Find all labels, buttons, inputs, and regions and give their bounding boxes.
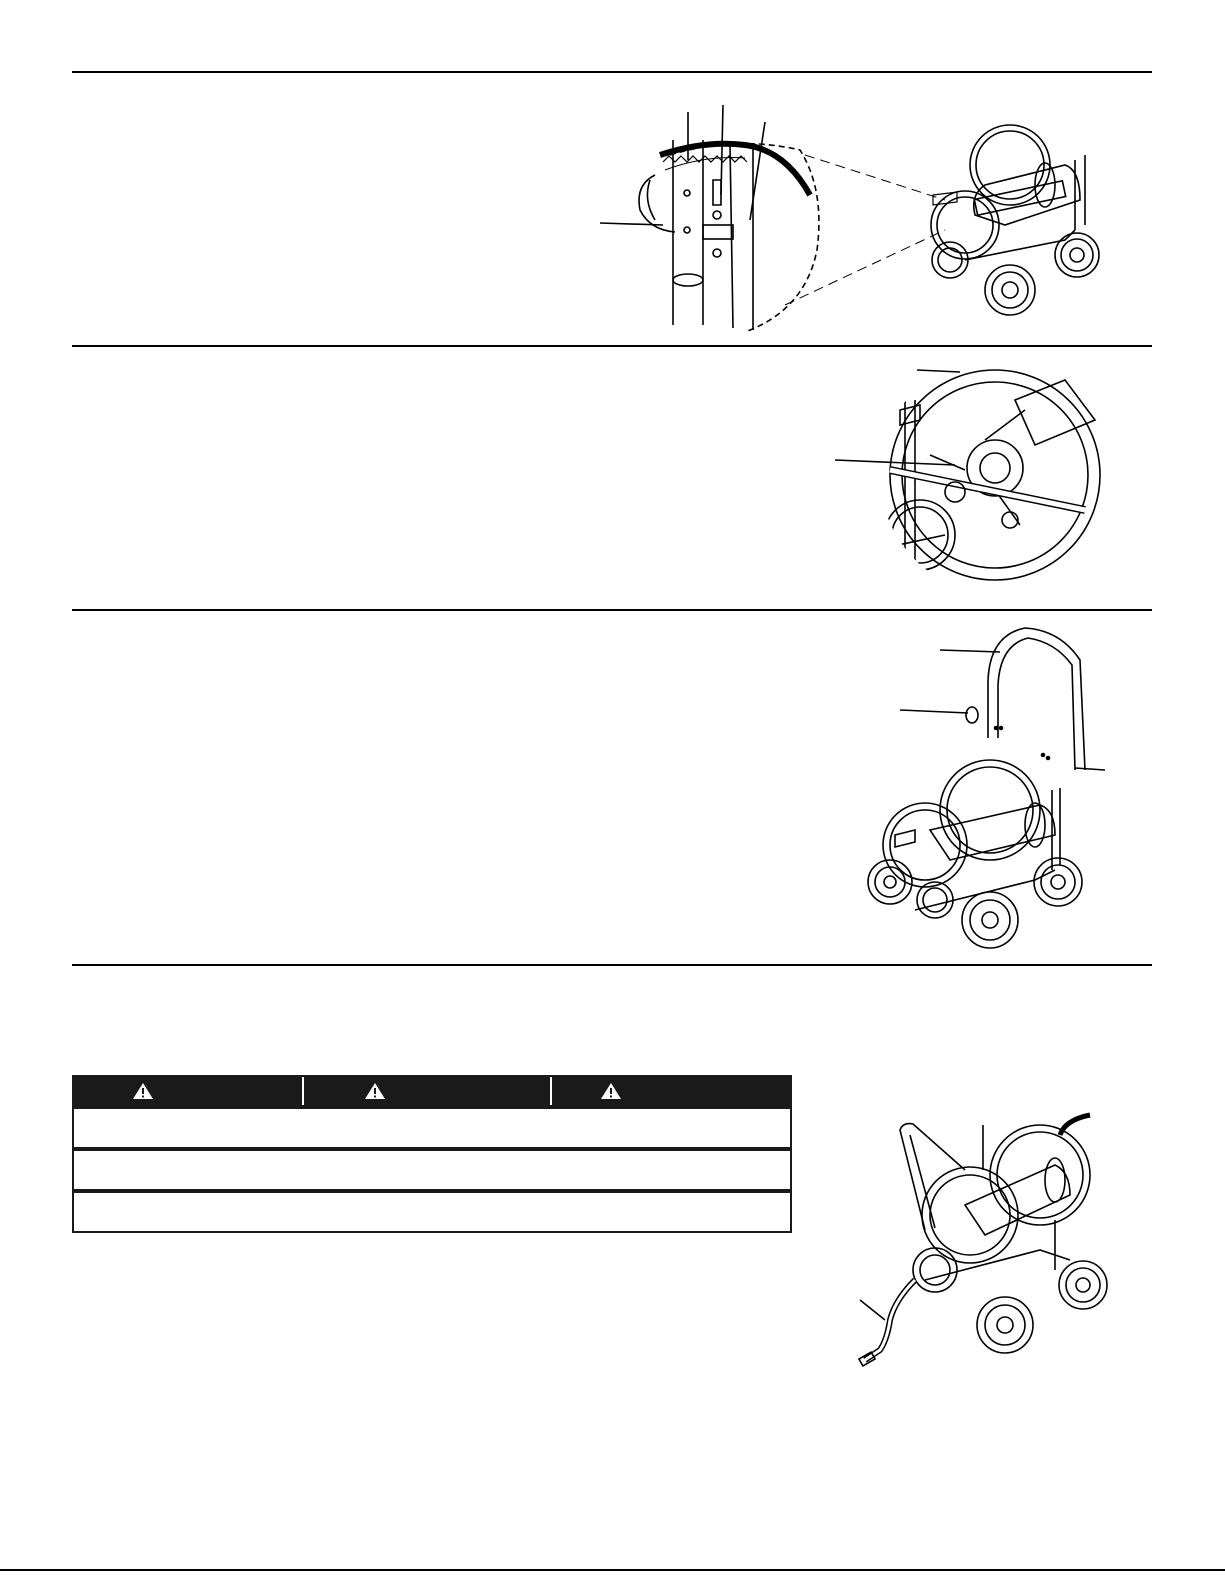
section-rule-3 bbox=[72, 609, 1152, 611]
wheel-detail-figure bbox=[595, 100, 1135, 340]
warning-table bbox=[72, 1075, 792, 1233]
warning-header-cell-3 bbox=[550, 1077, 790, 1105]
warning-triangle-icon bbox=[132, 1082, 154, 1100]
section-rule-top bbox=[72, 71, 1152, 73]
warning-triangle-icon bbox=[364, 1082, 386, 1100]
hose-cart-figure bbox=[855, 1110, 1115, 1380]
warning-row-2 bbox=[74, 1147, 790, 1189]
page-bottom-rule bbox=[0, 1569, 1225, 1571]
section-rule-4 bbox=[72, 964, 1152, 966]
crank-detail-figure bbox=[835, 360, 1115, 595]
handle-install-figure bbox=[860, 620, 1120, 955]
warning-row-1 bbox=[74, 1105, 790, 1147]
warning-triangle-icon bbox=[600, 1082, 622, 1100]
warning-header-cell-2 bbox=[302, 1077, 550, 1105]
warning-header bbox=[74, 1077, 790, 1105]
warning-header-cell-1 bbox=[74, 1077, 302, 1105]
warning-row-3 bbox=[74, 1189, 790, 1231]
section-rule-2 bbox=[72, 345, 1152, 347]
